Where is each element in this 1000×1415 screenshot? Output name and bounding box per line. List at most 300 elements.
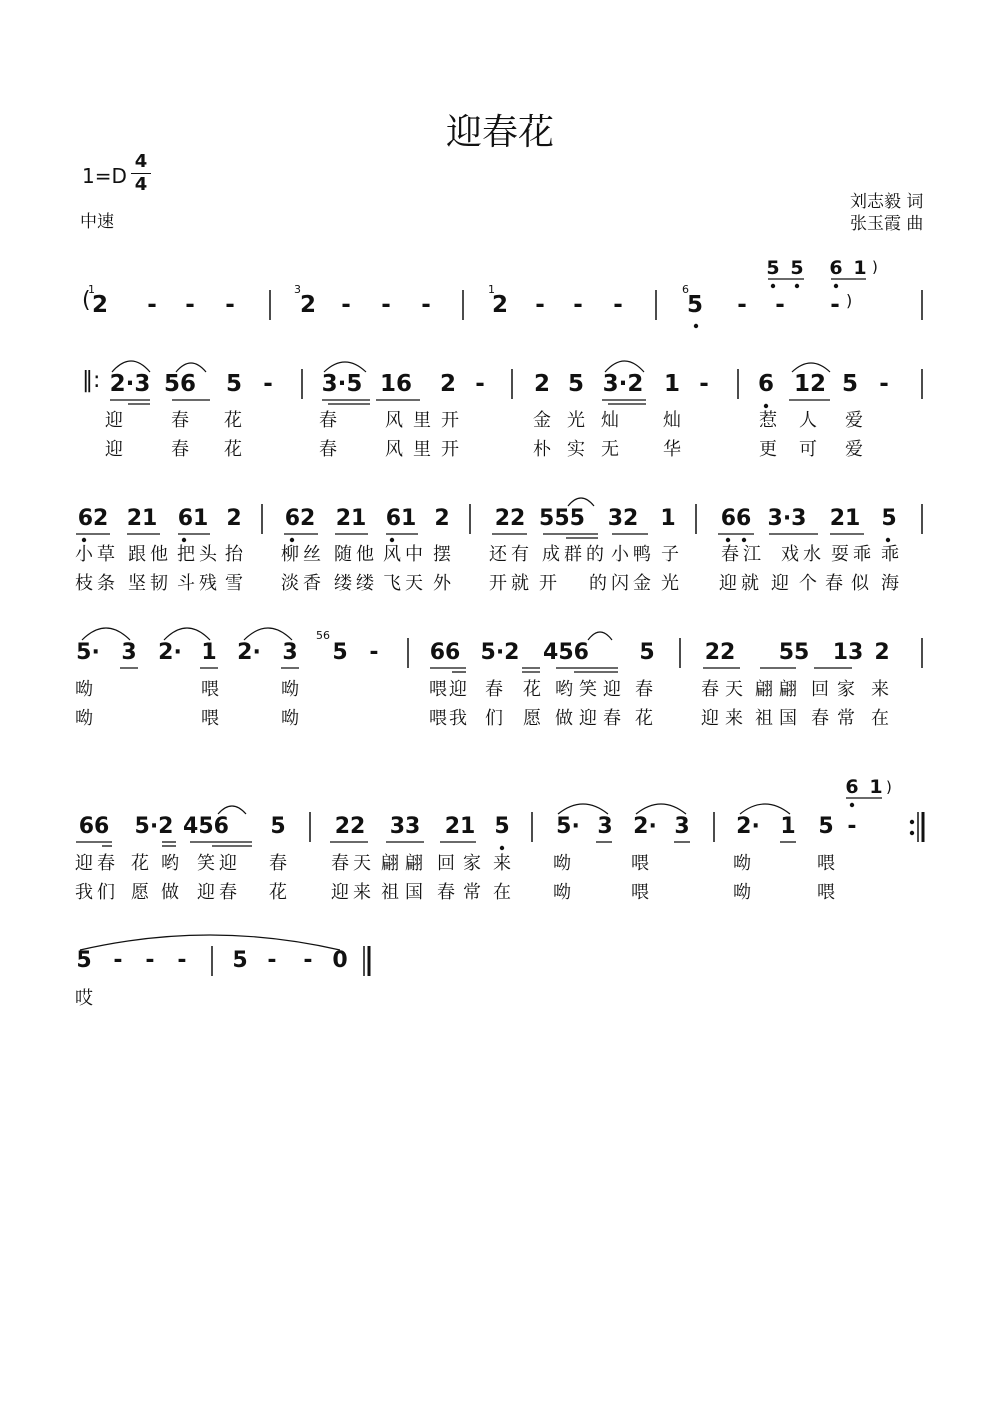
above-note: 6 xyxy=(829,257,843,279)
page-title: 迎春花 xyxy=(445,112,554,153)
score-note: 21 xyxy=(335,506,367,531)
slur xyxy=(792,363,830,372)
lyric-verse1: 天 xyxy=(725,679,743,700)
score-note: - xyxy=(145,948,155,973)
lyric-verse2: 在 xyxy=(871,708,889,729)
score-note: 2· xyxy=(158,640,182,665)
lyric-verse2: 开 xyxy=(441,439,459,460)
slur xyxy=(740,804,790,814)
lyric-verse2: 坚 xyxy=(128,573,146,594)
lyric-verse1: 江 xyxy=(743,544,761,565)
repeat-dot xyxy=(910,831,914,835)
lyric-verse2: 祖 xyxy=(755,708,773,729)
lyric-verse1: 花 xyxy=(131,853,149,874)
score-note: - xyxy=(185,292,195,318)
lyric-verse2: 喂 xyxy=(817,882,835,903)
lyric-verse1: 家 xyxy=(837,679,855,700)
score-note: 5 xyxy=(332,640,348,665)
octave-dot xyxy=(742,538,746,542)
lyric-verse1: 水 xyxy=(803,544,821,565)
score-note: 3·2 xyxy=(602,371,644,397)
score-note: - xyxy=(573,292,583,318)
score-note: 5 xyxy=(270,814,286,839)
lyric-verse1: 呦 xyxy=(553,853,571,874)
lyric-verse2: 外 xyxy=(433,573,451,594)
lyric-verse2: 斗 xyxy=(177,573,195,594)
lyric-verse2: 残 xyxy=(199,573,217,594)
score-note: - xyxy=(177,948,187,973)
lyric-verse1: 的 xyxy=(586,544,604,565)
lyric-verse1: 呦 xyxy=(281,679,299,700)
lyric-verse2: 迎 xyxy=(331,882,349,903)
lyric-verse1: 迎 xyxy=(75,853,93,874)
lyric-verse1: 人 xyxy=(799,410,817,431)
lyric-verse1: 笑 xyxy=(579,679,597,700)
lyric-verse2: 花 xyxy=(224,439,242,460)
score-note: 3 xyxy=(121,640,137,665)
score-note: 21 xyxy=(829,506,861,531)
score-note: 3·5 xyxy=(321,371,363,397)
lyric-verse2: 喂 xyxy=(201,708,219,729)
lyric-verse2: 愿 xyxy=(131,882,149,903)
lyric-verse1: 他 xyxy=(150,544,168,565)
lyric-verse2: 国 xyxy=(405,882,423,903)
score-note: - xyxy=(113,948,123,973)
lyricist-credit: 刘志毅 词 xyxy=(850,192,924,212)
score-note: 21 xyxy=(126,506,158,531)
slur xyxy=(112,361,150,372)
composer-credit: 张玉霞 曲 xyxy=(850,214,924,234)
octave-dot xyxy=(886,538,890,542)
score-note: - xyxy=(830,292,840,318)
lyric-verse2: 呦 xyxy=(75,708,93,729)
score-note: 55 xyxy=(778,640,810,665)
lyric-verse1: 迎 xyxy=(449,679,467,700)
score-note: 2 xyxy=(226,506,242,531)
score-note: 21 xyxy=(444,814,476,839)
score-note: 66 xyxy=(429,640,461,665)
score-note: 5· xyxy=(556,814,580,839)
grace-note: 1 xyxy=(488,283,495,296)
lyric-verse1: 乖 xyxy=(881,544,899,565)
score-note: 1 xyxy=(663,371,681,397)
score-note: 13 xyxy=(832,640,864,665)
lyric-verse2: 在 xyxy=(493,882,511,903)
lyric-verse1: 鸭 xyxy=(633,544,651,565)
lyric-verse1: 春 xyxy=(635,679,653,700)
lyric-verse1: 开 xyxy=(441,410,459,431)
lyric-verse2: 华 xyxy=(663,439,681,460)
meter-top: 4 xyxy=(134,151,148,172)
lyric-verse1: 随 xyxy=(334,544,352,565)
lyric-verse1: 子 xyxy=(661,544,679,565)
lyric-verse2: 呦 xyxy=(553,882,571,903)
lyric-verse2: 海 xyxy=(881,573,899,594)
lyric-verse2: 韧 xyxy=(150,573,168,594)
grace-note: 3 xyxy=(294,283,301,296)
score-note: - xyxy=(699,371,709,397)
score-note: 62 xyxy=(77,506,109,531)
score-note: 1 xyxy=(660,506,676,531)
low-octave-dot xyxy=(694,324,698,328)
lyric-verse1: 春 xyxy=(721,544,739,565)
lyric-verse2: 更 xyxy=(759,439,777,460)
score-note: - xyxy=(267,948,277,973)
repeat-dot xyxy=(910,820,914,824)
lyric-verse2: 实 xyxy=(567,439,585,460)
lyric-verse2: 开 xyxy=(539,573,557,594)
lyric-verse1: 小 xyxy=(611,544,629,565)
lyric-verse1: 家 xyxy=(463,853,481,874)
lyric-verse1: 风 xyxy=(385,410,403,431)
lyric-verse1: 春 xyxy=(171,410,189,431)
score-note: 62 xyxy=(284,506,316,531)
lyric-verse2: 就 xyxy=(741,573,759,594)
score-note: 5· xyxy=(76,640,100,665)
lyric-verse1: 小 xyxy=(75,544,93,565)
score-note: 2 xyxy=(439,371,457,397)
score-note: - xyxy=(775,292,785,318)
above-note: 1 xyxy=(869,776,883,798)
lyric-verse2: 似 xyxy=(851,573,869,594)
lyric-verse2: 国 xyxy=(779,708,797,729)
lyric-verse2: 开 xyxy=(489,573,507,594)
key-signature: 1=D xyxy=(82,164,127,188)
score-note: 5 xyxy=(686,292,704,318)
slur xyxy=(218,806,246,814)
lyric-verse1: 喂 xyxy=(429,679,447,700)
score-note: 12 xyxy=(793,371,827,397)
octave-dot xyxy=(82,538,86,542)
lyric-verse2: 朴 xyxy=(533,439,551,460)
lyric-verse1: 天 xyxy=(353,853,371,874)
lyric-verse2: 金 xyxy=(633,573,651,594)
lyric-verse2: 爱 xyxy=(845,439,863,460)
score-note: 61 xyxy=(177,506,209,531)
score-note: 16 xyxy=(379,371,413,397)
lyric-verse2: 春 xyxy=(811,708,829,729)
score-note: 22 xyxy=(334,814,366,839)
lyric-verse1: 喂 xyxy=(201,679,219,700)
score-note: 5·2 xyxy=(480,640,520,665)
score-note: 5 xyxy=(76,948,92,973)
score-note: 5 xyxy=(494,814,510,839)
score-note: 2 xyxy=(91,292,109,318)
lyric-verse1: 翩 xyxy=(779,679,797,700)
score-note: - xyxy=(147,292,157,318)
lyric-verse1: 光 xyxy=(567,410,585,431)
lyric-verse1: 翩 xyxy=(381,853,399,874)
slur xyxy=(636,804,686,814)
score-note: 1 xyxy=(201,640,217,665)
score-note: - xyxy=(341,292,351,318)
lyric-verse2: 风 xyxy=(385,439,403,460)
lyric-verse2: 的 xyxy=(589,573,607,594)
above-note: 5 xyxy=(790,257,804,279)
lyric-verse2: 我 xyxy=(449,708,467,729)
lyric-verse1: 哎 xyxy=(75,988,93,1009)
above-close-paren: ) xyxy=(886,778,892,796)
lyric-verse2: 里 xyxy=(413,439,431,460)
lyric-verse2: 喂 xyxy=(631,882,649,903)
lyric-verse1: 成 xyxy=(542,544,560,565)
octave-dot xyxy=(182,538,186,542)
lyric-verse2: 来 xyxy=(725,708,743,729)
lyric-verse2: 花 xyxy=(269,882,287,903)
score-note: - xyxy=(613,292,623,318)
lyric-verse1: 春 xyxy=(269,853,287,874)
lyric-verse2: 迎 xyxy=(771,573,789,594)
score-note: 2 xyxy=(299,292,317,318)
lyric-verse1: 翩 xyxy=(405,853,423,874)
score-note: 66 xyxy=(720,506,752,531)
score-note: 2 xyxy=(491,292,509,318)
lyric-verse1: 呦 xyxy=(733,853,751,874)
lyric-verse1: 有 xyxy=(511,544,529,565)
lyric-verse1: 呦 xyxy=(75,679,93,700)
lyric-verse2: 们 xyxy=(97,882,115,903)
lyric-verse2: 春 xyxy=(603,708,621,729)
lyric-verse2: 香 xyxy=(303,573,321,594)
lyric-verse1: 哟 xyxy=(161,853,179,874)
lyric-verse1: 来 xyxy=(871,679,889,700)
lyric-verse1: 头 xyxy=(199,544,217,565)
lyric-verse2: 迎 xyxy=(105,439,123,460)
score-note: 22 xyxy=(704,640,736,665)
score-note: 2 xyxy=(533,371,551,397)
lyric-verse2: 春 xyxy=(825,573,843,594)
lyric-verse2: 我 xyxy=(75,882,93,903)
lyric-verse2: 条 xyxy=(97,573,115,594)
lyric-verse1: 戏 xyxy=(781,544,799,565)
lyric-verse2: 迎 xyxy=(579,708,597,729)
octave-dot xyxy=(850,803,854,807)
score-note: 5 xyxy=(841,371,859,397)
lyric-verse2: 呦 xyxy=(281,708,299,729)
lyric-verse2: 们 xyxy=(485,708,503,729)
score-note: 3 xyxy=(597,814,613,839)
lyric-verse1: 他 xyxy=(356,544,374,565)
lyric-verse2: 祖 xyxy=(381,882,399,903)
score-note: 32 xyxy=(607,506,639,531)
lyric-verse1: 抬 xyxy=(225,544,243,565)
score-note: 3 xyxy=(282,640,298,665)
slur xyxy=(244,628,292,640)
score-note: 0 xyxy=(332,948,348,973)
slur xyxy=(588,632,612,640)
lyric-verse2: 枝 xyxy=(75,573,93,594)
lyric-verse1: 春 xyxy=(331,853,349,874)
score-note: 5·2 xyxy=(134,814,174,839)
lyric-verse2: 愿 xyxy=(523,708,541,729)
lyric-verse1: 迎 xyxy=(603,679,621,700)
lyric-verse1: 灿 xyxy=(601,410,619,431)
score-note: - xyxy=(263,371,273,397)
lyric-verse2: 雪 xyxy=(225,573,243,594)
lyric-verse1: 春 xyxy=(701,679,719,700)
grace-note: 1 xyxy=(88,283,95,296)
score-note: - xyxy=(225,292,235,318)
lyric-verse1: 春 xyxy=(97,853,115,874)
lyric-verse1: 跟 xyxy=(128,544,146,565)
lyric-verse1: 花 xyxy=(224,410,242,431)
intro-paren: ( xyxy=(82,288,91,313)
lyric-verse2: 做 xyxy=(555,708,573,729)
lyric-verse2: 春 xyxy=(171,439,189,460)
lyric-verse1: 金 xyxy=(533,410,551,431)
lyric-verse2: 无 xyxy=(601,439,619,460)
lyric-verse1: 群 xyxy=(564,544,582,565)
score-note: 555 xyxy=(539,506,585,531)
lyric-verse1: 风 xyxy=(383,544,401,565)
score-note: 5 xyxy=(567,371,585,397)
lyric-verse2: 喂 xyxy=(429,708,447,729)
score-note: - xyxy=(475,371,485,397)
score-note: - xyxy=(421,292,431,318)
slur xyxy=(568,498,594,506)
lyric-verse1: 中 xyxy=(405,544,423,565)
octave-dot xyxy=(764,404,768,408)
score-note: 3 xyxy=(674,814,690,839)
tempo-marking: 中速 xyxy=(80,212,114,232)
lyric-verse1: 哟 xyxy=(555,679,573,700)
lyric-verse1: 里 xyxy=(413,410,431,431)
octave-dot xyxy=(834,284,838,288)
lyric-verse1: 惹 xyxy=(759,410,777,431)
octave-dot xyxy=(795,284,799,288)
grace-note: 6 xyxy=(682,283,689,296)
lyric-verse2: 缕 xyxy=(334,573,352,594)
grace-note: 56 xyxy=(316,629,330,642)
lyric-verse2: 春 xyxy=(219,882,237,903)
score-note: 2·3 xyxy=(109,371,151,397)
score-note: - xyxy=(303,948,313,973)
lyric-verse2: 花 xyxy=(635,708,653,729)
lyric-verse2: 迎 xyxy=(197,882,215,903)
lyric-verse1: 回 xyxy=(437,853,455,874)
lyric-verse1: 把 xyxy=(177,544,195,565)
slur xyxy=(558,804,608,814)
lyric-verse1: 灿 xyxy=(663,410,681,431)
above-close-paren: ) xyxy=(872,258,878,276)
lyric-verse1: 笑 xyxy=(197,853,215,874)
score-note: 2· xyxy=(633,814,657,839)
score-note: 2 xyxy=(874,640,890,665)
lyric-verse2: 来 xyxy=(353,882,371,903)
lyric-verse2: 可 xyxy=(799,439,817,460)
score-note: 5 xyxy=(881,506,897,531)
above-note: 6 xyxy=(845,776,859,798)
score-note: - xyxy=(381,292,391,318)
score-note: 456 xyxy=(543,640,589,665)
lyric-verse2: 飞 xyxy=(383,573,401,594)
above-note: 5 xyxy=(766,257,780,279)
slur xyxy=(324,362,366,372)
lyric-verse2: 常 xyxy=(837,708,855,729)
score-note: - xyxy=(879,371,889,397)
score-note: 5 xyxy=(232,948,248,973)
score-note: 5 xyxy=(639,640,655,665)
score-note: 1 xyxy=(780,814,796,839)
lyric-verse2: 淡 xyxy=(281,573,299,594)
lyric-verse1: 春 xyxy=(319,410,337,431)
tie xyxy=(80,935,340,950)
slur xyxy=(176,363,206,372)
score-note: 33 xyxy=(389,814,421,839)
score-note: 456 xyxy=(183,814,229,839)
score-note: 2· xyxy=(237,640,261,665)
lyric-verse2: 做 xyxy=(161,882,179,903)
score-note: - xyxy=(369,640,379,665)
above-note: 1 xyxy=(853,257,867,279)
slur xyxy=(164,628,210,640)
slur xyxy=(82,628,130,640)
score-note: 5 xyxy=(225,371,243,397)
lyric-verse1: 乖 xyxy=(853,544,871,565)
score-note: - xyxy=(535,292,545,318)
octave-dot xyxy=(290,538,294,542)
lyric-verse2: 缕 xyxy=(356,573,374,594)
lyric-verse1: 柳 xyxy=(281,544,299,565)
lyric-verse1: 春 xyxy=(485,679,503,700)
lyric-verse2: 个 xyxy=(799,573,817,594)
slur xyxy=(605,361,644,372)
lyric-verse1: 迎 xyxy=(219,853,237,874)
intro-close-paren: ) xyxy=(846,291,853,310)
lyric-verse2: 迎 xyxy=(719,573,737,594)
score-note: - xyxy=(737,292,747,318)
score-note: 56 xyxy=(163,371,197,397)
lyric-verse1: 摆 xyxy=(433,544,451,565)
lyric-verse1: 花 xyxy=(523,679,541,700)
octave-dot xyxy=(726,538,730,542)
score-note: 5 xyxy=(818,814,834,839)
score-note: 66 xyxy=(78,814,110,839)
lyric-verse2: 闪 xyxy=(611,573,629,594)
score-note: 22 xyxy=(494,506,526,531)
meter-bottom: 4 xyxy=(134,174,148,195)
lyric-verse1: 喂 xyxy=(631,853,649,874)
lyric-verse1: 草 xyxy=(97,544,115,565)
lyric-verse1: 耍 xyxy=(831,544,849,565)
lyric-verse1: 喂 xyxy=(817,853,835,874)
lyric-verse1: 来 xyxy=(493,853,511,874)
lyric-verse2: 呦 xyxy=(733,882,751,903)
score-note: 6 xyxy=(757,371,775,397)
lyric-verse1: 爱 xyxy=(845,410,863,431)
lyric-verse2: 春 xyxy=(437,882,455,903)
octave-dot xyxy=(500,846,504,850)
lyric-verse2: 天 xyxy=(405,573,423,594)
score-note: - xyxy=(847,814,857,839)
score-note: 3·3 xyxy=(767,506,807,531)
lyric-verse2: 迎 xyxy=(701,708,719,729)
repeat-start: ‖: xyxy=(82,368,101,393)
lyric-verse2: 春 xyxy=(319,439,337,460)
lyric-verse1: 丝 xyxy=(303,544,321,565)
score-note: 2 xyxy=(434,506,450,531)
score-note: 61 xyxy=(385,506,417,531)
octave-dot xyxy=(771,284,775,288)
lyric-verse1: 回 xyxy=(811,679,829,700)
octave-dot xyxy=(390,538,394,542)
score-note: 2· xyxy=(736,814,760,839)
lyric-verse2: 光 xyxy=(661,573,679,594)
lyric-verse2: 就 xyxy=(511,573,529,594)
lyric-verse1: 翩 xyxy=(755,679,773,700)
lyric-verse1: 迎 xyxy=(105,410,123,431)
lyric-verse2: 常 xyxy=(463,882,481,903)
